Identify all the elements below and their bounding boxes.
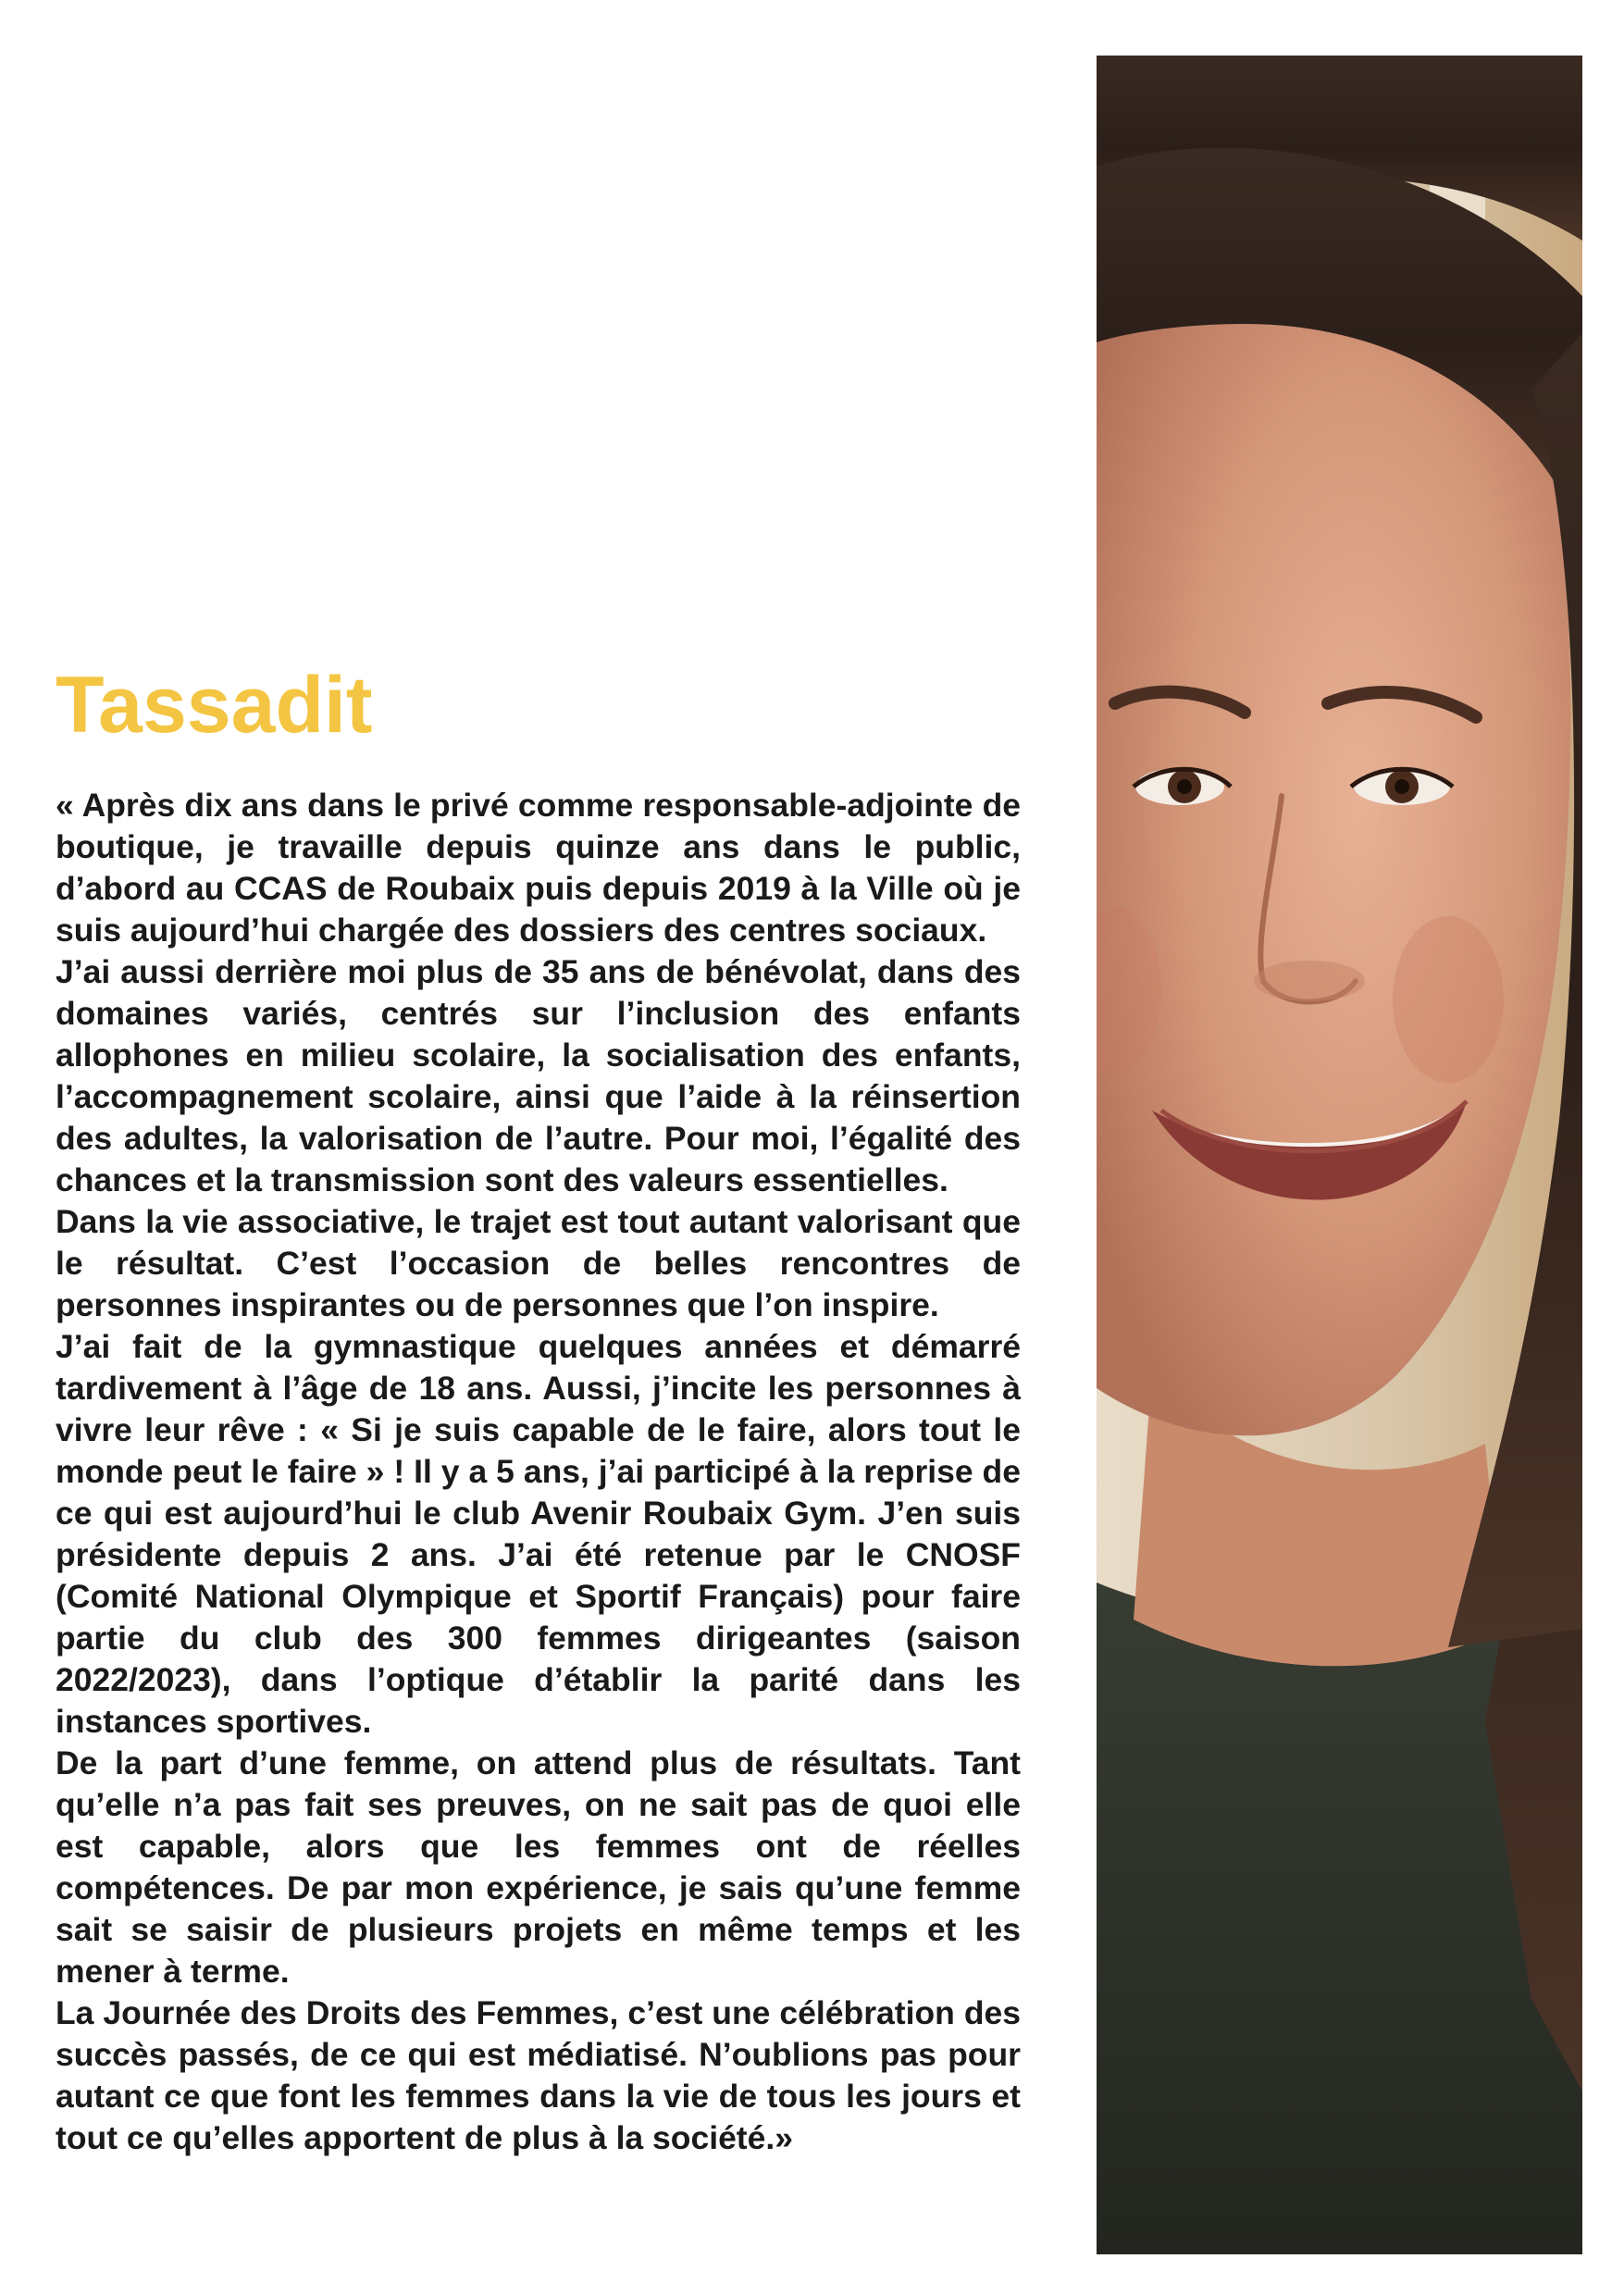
paragraph-3: Dans la vie associative, le trajet est tout autant valorisant que le résultat. C’est l’occasion de belles rencontres de personnes inspirantes ou de personnes que l’on inspire. [56, 1203, 1021, 1323]
testimony-text [56, 785, 1021, 2159]
paragraph-2: J’ai aussi derrière moi plus de 35 ans de bénévolat, dans des domaines variés, centrés sur l’inclusion des enfants allophones en milieu scolaire, la socialisation des enfants, l’accompagnement scolaire, ainsi que l’aide à la réinsertion des adultes, la valorisation de l’autre. Pour moi, l’égalité des chances et la transmission sont des valeurs essentielles. [56, 953, 1021, 1198]
page-title: Tassadit [56, 661, 373, 750]
paragraph-4: J’ai fait de la gymnastique quelques années et démarré tardivement à l’âge de 18 ans. Aussi, j’incite les personnes à vivre leur rêve : « Si je suis capable de le faire, alors tout le monde peut le faire » ! Il y a 5 ans, j’ai participé à la reprise de ce qui est aujourd’hui le club Avenir Roubaix Gym. J’en suis présidente depuis 2 ans. J’ai été retenue par le CNOSF (Comité National Olympique et Sportif Français) pour faire partie du club des 300 femmes dirigeantes (saison 2022/2023), dans l’optique d’établir la parité dans les instances sportives. [56, 1328, 1021, 1740]
paragraph-5: De la part d’une femme, on attend plus de résultats. Tant qu’elle n’a pas fait ses preuves, on ne sait pas de quoi elle est capable, alors que les femmes ont de réelles compétences. De par mon expérience, je sais qu’une femme sait se saisir de plusieurs projets en même temps et les mener à terme. [56, 1744, 1021, 1990]
portrait-photo [1097, 56, 1582, 2254]
paragraph-6: La Journée des Droits des Femmes, c’est une célébration des succès passés, de ce qui est médiatisé. N’oublions pas pour autant ce que font les femmes dans la vie de tous les jours et tout ce qu’elles apportent de plus à la société.» [56, 1994, 1021, 2156]
paragraph-1: « Après dix ans dans le privé comme responsable-adjointe de boutique, je travaille depuis quinze ans dans le public, d’abord au CCAS de Roubaix puis depuis 2019 à la Ville où je suis aujourd’hui chargée des dossiers des centres sociaux. [56, 787, 1021, 949]
